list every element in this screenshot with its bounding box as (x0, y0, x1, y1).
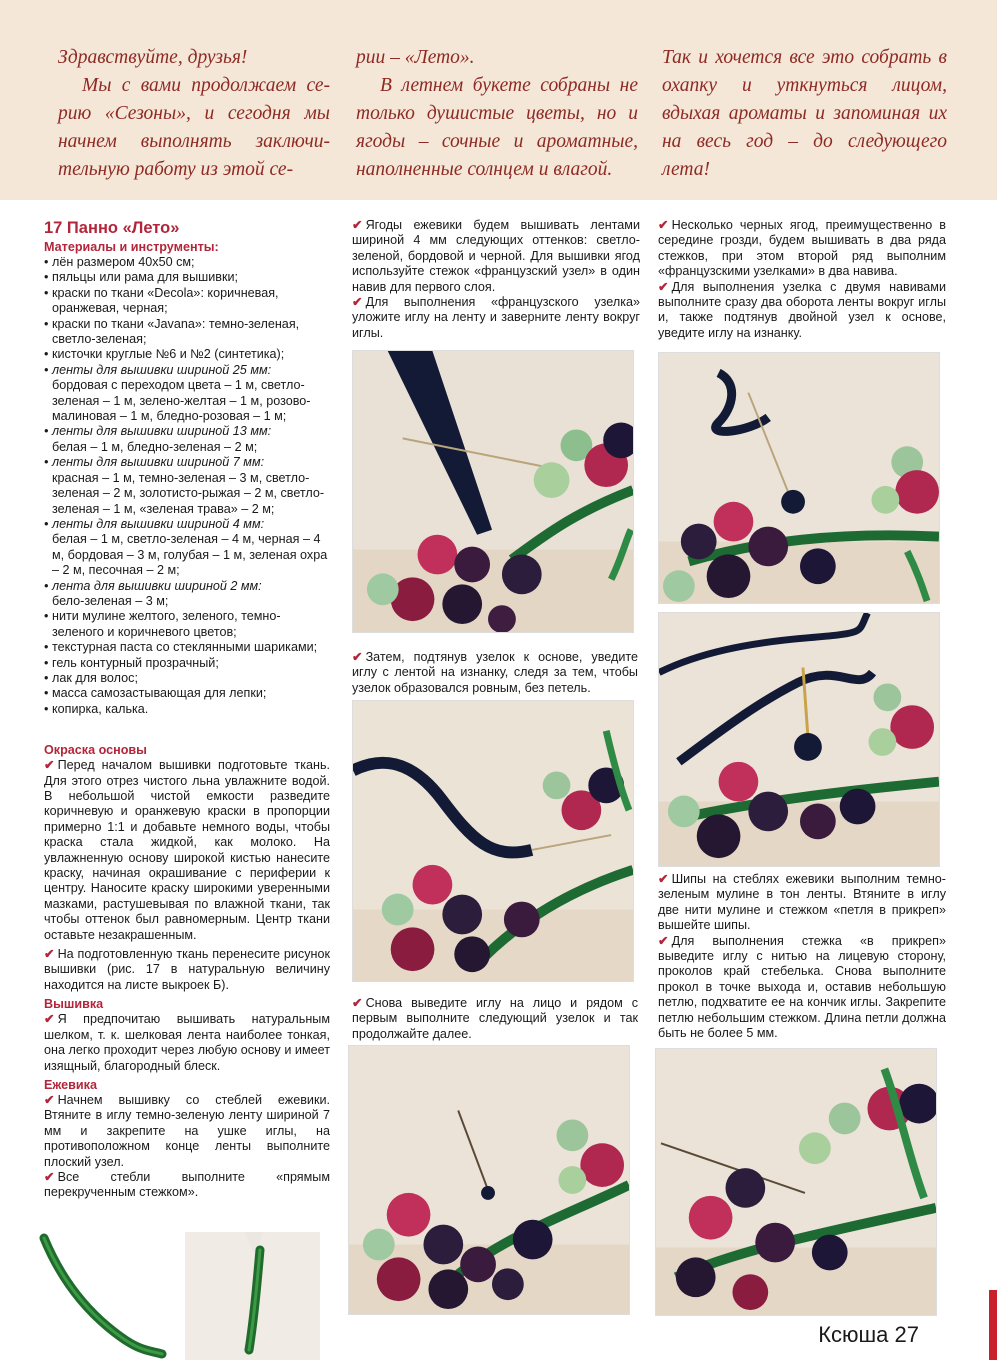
intro-band (0, 0, 997, 200)
list-item: белая – 1 м, светло-зеленая – 4 м, черная – 4 м, бордовая – 3 м, голубая – 1 м, зеленая охра – 2 м, песочная – 2 м; (52, 532, 328, 578)
list-item: • краски по ткани «Javana»: темно-зеленая, светло-зеленая; (44, 317, 330, 348)
base-heading: Окраска основы (44, 743, 147, 758)
paragraph (44, 1093, 330, 1170)
list-item: • кисточки круглые №6 и №2 (синтетика); (44, 347, 330, 362)
check-icon: ✔ (44, 758, 55, 773)
paragraph-text: Для выполнения узелка с двумя навивами выполните сразу два оборота ленты вокруг иглы и, также подтянув двойной узел к основе, уведите иглу на изнанку. (658, 279, 946, 340)
paragraph-text: Для выполнения стежка «в прикреп» выведите иглу с нитью на лицевую сторону, проколов край стебелька. Снова выполните прокол в точке выхода и, оставив небольшую петлю, подхватите ее на кончик иглы. Закрепите петлю небольшим стежком. Длина петли должна быть не более 5 мм. (658, 933, 946, 1041)
step-photo-1 (352, 350, 634, 633)
list-item: бело-зеленая – 3 м; (52, 593, 169, 608)
intro-column-1 (58, 44, 330, 184)
list-item: • текстурная паста со стеклянными шариками; (44, 640, 330, 655)
list-item: • пяльцы или рама для вышивки; (44, 270, 330, 285)
intro-text: В летнем букете собраны не только душистые цветы, но и ягоды – сочные и ароматные, наполненные солнцем и влагой. (356, 75, 638, 180)
page-edge-bar (989, 1290, 997, 1360)
paragraph (352, 650, 638, 696)
step-photo-5 (658, 612, 940, 867)
step-photo-4 (658, 352, 940, 604)
stem-photo-1 (38, 1232, 168, 1360)
intro-text: рии – «Лето». (356, 47, 475, 68)
intro-greeting: Здравствуйте, друзья! (58, 47, 248, 68)
paragraph-text: Перед началом вышивки подготовьте ткань. Для этого отрез чистого льна увлажните водой. В небольшой чистой емкости разведите коричневую и оранжевую краски в пропорции примерно 1:1 и добавьте немного воды, чтобы краска стала жидкой, как молоко. На увлажненную основу широкой кистью нанесите краску, начиная окрашивание с периферии к центру. Наносите краску широкими уверенными мазками, растушевывая по влажной ткани, так чтобы оттенок был равномерным. Центр ткани оставьте незакрашенным. (44, 758, 330, 942)
paragraph (44, 1170, 330, 1201)
paragraph-text: Шипы на стеблях ежевики выполним темно-зеленым мулине в тон ленты. Втяните в иглу две нити мулине и стежком «петля в прикреп» вышейте шипы. (658, 872, 946, 933)
paragraph (658, 872, 946, 934)
article-title: 17 Панно «Лето» (44, 219, 180, 237)
materials-list (44, 255, 330, 717)
article-column-1 (44, 218, 330, 1201)
check-icon: ✔ (658, 279, 669, 294)
check-icon: ✔ (352, 218, 363, 232)
list-item: • лён размером 40х50 см; (44, 255, 330, 270)
list-item: • ленты для вышивки шириной 4 мм: (44, 517, 330, 532)
check-icon: ✔ (44, 947, 55, 962)
list-item: • лак для волос; (44, 671, 330, 686)
list-item: • масса самозастывающая для лепки; (44, 686, 330, 701)
list-item: белая – 1 м, бледно-зеленая – 2 м; (52, 439, 258, 454)
paragraph-text: Несколько черных ягод, преимущественно в середине грозди, будем вышивать в два ряда стежков, при этом второй ряд выполним «французскими узелками» в два навива. (658, 218, 946, 279)
check-icon: ✔ (352, 650, 363, 664)
paragraph (658, 218, 946, 280)
list-item: • копирка, калька. (44, 702, 330, 717)
paragraph-text: Снова выведите иглу на лицо и рядом с первым выполните следующий узелок и так продолжайте далее. (352, 996, 638, 1041)
paragraph-text: Ягоды ежевики будем вышивать лентами шириной 4 мм следующих оттенков: светло-зеленой, бордовой и черной. Для вышивки ягод используйте стежок «французский узел» в один навив для первого слоя. (352, 218, 640, 294)
step-photo-6 (655, 1048, 937, 1316)
paragraph (352, 295, 640, 341)
step-caption (352, 650, 638, 696)
page-footer: Ксюша 27 (818, 1322, 919, 1347)
check-icon: ✔ (352, 996, 363, 1010)
check-icon: ✔ (658, 933, 669, 948)
paragraph (44, 947, 330, 993)
list-item: • лента для вышивки шириной 2 мм: (44, 579, 330, 594)
list-item: • ленты для вышивки шириной 25 мм: (44, 363, 330, 378)
paragraph (44, 758, 330, 943)
list-item: бордовая с переходом цвета – 1 м, светло-зеленая – 1 м, зелено-желтая – 1 м, розово-малиновая – 1 м, бледно-розовая – 1 м; (52, 378, 311, 424)
blackberry-heading: Ежевика (44, 1077, 97, 1092)
article-column-2 (352, 218, 640, 341)
paragraph (658, 934, 946, 1042)
list-item: • ленты для вышивки шириной 7 мм: (44, 455, 330, 470)
paragraph-text: Все стебли выполните «прямым перекрученным стежком». (44, 1169, 330, 1200)
intro-text: Так и хочется все это собрать в охапку и уткнуться лицом, вдыхая ароматы и запоминая их на весь год – до следующего лета! (662, 47, 947, 180)
paragraph (352, 218, 640, 295)
list-item: красная – 1 м, темно-зеленая – 3 м, светло-зеленая – 2 м, золотисто-рыжая – 2 м, светло-зеленая – 1 м, «зеленая трава» – 2 м; (52, 470, 325, 516)
paragraph (44, 1012, 330, 1074)
check-icon: ✔ (44, 1169, 55, 1184)
materials-heading: Материалы и инструменты: (44, 240, 219, 254)
intro-column-3 (662, 44, 947, 184)
step-caption (352, 996, 638, 1042)
check-icon: ✔ (658, 218, 669, 232)
check-icon: ✔ (352, 295, 363, 310)
paragraph (352, 996, 638, 1042)
list-item: • краски по ткани «Decola»: коричневая, оранжевая, черная; (44, 286, 330, 317)
list-item: • ленты для вышивки шириной 13 мм: (44, 424, 330, 439)
list-item: • гель контурный прозрачный; (44, 656, 330, 671)
check-icon: ✔ (44, 1012, 55, 1027)
paragraph-text: Затем, подтянув узелок к основе, уведите иглу с лентой на изнанку, следя за тем, чтобы узелок образовался ровным, без петель. (352, 650, 638, 695)
stem-photo-2 (185, 1232, 320, 1360)
paragraph-text: Начнем вышивку со стеблей ежевики. Втяните в иглу темно-зеленую ленту шириной 7 мм и закрепите на ушке иглы, на противоположном конце ленты выполните плоский узел. (44, 1092, 330, 1169)
check-icon: ✔ (658, 872, 669, 886)
step-caption (658, 872, 946, 1041)
intro-column-2 (356, 44, 638, 184)
check-icon: ✔ (44, 1092, 55, 1107)
article-column-3 (658, 218, 946, 341)
list-item: • нити мулине желтого, зеленого, темно-зеленого и коричневого цветов; (44, 609, 330, 640)
embroidery-heading: Вышивка (44, 997, 104, 1012)
paragraph-text: Для выполнения «французского узелка» уложите иглу на ленту и заверните ленту вокруг иглы. (352, 295, 640, 340)
step-photo-2 (352, 700, 634, 982)
paragraph-text: На подготовленную ткань перенесите рисунок вышивки (рис. 17 в натуральную величину находится на листе выкроек Б). (44, 947, 330, 992)
intro-text: Мы с вами продолжаем се-рию «Сезоны», и сегодня мы начнем выполнять заключи-тельную работу из этой се- (58, 75, 330, 180)
paragraph (658, 280, 946, 342)
paragraph-text: Я предпочитаю вышивать натуральным шелком, т. к. шелковая лента наиболее тонкая, она легко проходит через любую основу и имеет изящный, благородный блеск. (44, 1012, 330, 1073)
step-photo-3 (348, 1045, 630, 1315)
